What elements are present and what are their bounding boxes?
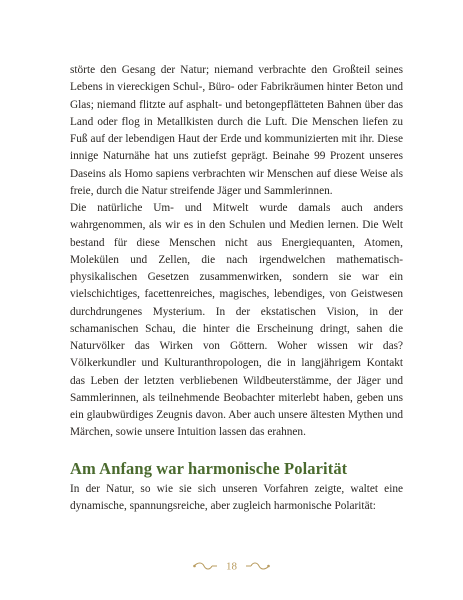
section-heading: Am Anfang war harmonische Polarität (70, 458, 348, 478)
body-paragraph-3: In der Natur, so wie sie sich unseren Vorfahren zeigte, waltet eine dynamische, spannungsreiche, aber zugleich harmonische Polarität: (70, 482, 403, 512)
page-number: 18 (226, 560, 237, 573)
body-paragraph-2: Die natürliche Um- und Mitwelt wurde damals auch anders wahrgenommen, als wir es in den Schulen und Medien lernen. Die Welt bestand für diese Menschen nicht aus Energiequanten, Atomen, Molekülen und Zellen, die nach irgendwelchen mathematisch-physikalischen Gesetzen zusammenwirken, sondern sie war ein vielschichtiges, facettenreiches, magisches, lebendiges, von Geistwesen durchdrungenes Mysterium. In der ekstatischen Vision, in der schamanischen Schau, die hinter die Erscheinung dringt, sahen die Naturvölker das Wirken von Göttern. Woher wissen wir das? Völkerkundler und Kulturanthropologen, die in langjährigem Kontakt das Leben der letzten verbliebenen Wildbeuterstämme, der Jäger und Sammlerinnen, als teilnehmende Beobachter miterlebt haben, geben uns ein glaubwürdiges Zeugnis davon. Aber auch unsere ältesten Mythen und Märchen, sowie unsere Intuition lassen das erahnen. (70, 202, 403, 439)
flourish-left-icon (192, 561, 218, 571)
body-paragraph-1: störte den Gesang der Natur; niemand verbrachte den Großteil seines Lebens in viereckigen Schul-, Büro- oder Fabrikräumen hinter Beton und Glas; niemand flitzte auf asphalt- und betongepflätteten Bahnen über das Land oder flog in Metallkisten durch die Luft. Die Menschen liefen zu Fuß auf der lebendigen Haut der Erde und kommunizierten mit ihr. Diese innige Naturnähe hat uns zutiefst geprägt. Beinahe 99 Prozent unseres Daseins als Homo sapiens verbrachten wir Menschen auf diese Weise als freie, durch die Natur streifende Jäger und Sammlerinnen. (70, 64, 403, 197)
flourish-right-icon (245, 561, 271, 571)
page-folio (0, 560, 463, 572)
text-column (70, 62, 403, 515)
